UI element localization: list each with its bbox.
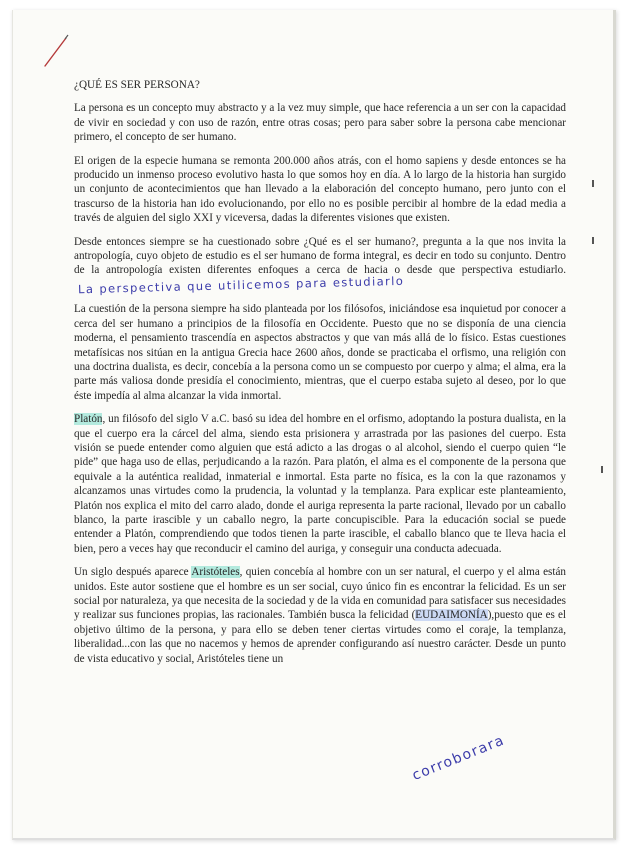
margin-tick (601, 466, 603, 473)
paragraph-6 (74, 565, 566, 666)
margin-tick (592, 237, 594, 244)
red-pen-stroke (43, 32, 69, 68)
paragraph-3-text: Desde entonces siempre se ha cuestionado sobre ¿Qué es el ser humano?, pregunta a la que nos invita la antropología, cuyo objeto de estudio es el ser humano de forma integral, es decir en todo su conjunto. Dentro de la antropología existen diferentes enfoques a cerca de hacia o desde que perspectiva estudiarlo. (74, 235, 566, 277)
paragraph-2: El origen de la especie humana se remonta 200.000 años atrás, con el homo sapiens y desde entonces se ha producido un inmenso proceso evolutivo hasta lo que somos hoy en día. A lo largo de la historia han surgido un conjunto de acontecimientos que han llevado a la elaboración del concepto humano, pero junto con el trascurso de la historia han ido evolucionando, por ello no es posible percibir al hombre de la edad media a través de alguien del siglo XXI y viceversa, dadas la diferentes visiones que existen. (74, 154, 566, 225)
highlighted-name-aristoteles: Aristóteles (191, 566, 240, 579)
paragraph-5 (74, 412, 566, 556)
document-body (74, 78, 566, 675)
paragraph-4: La cuestión de la persona siempre ha sido planteada por los filósofos, iniciándose esa inquietud por conocer a cerca del ser humano a principios de la filosofía en Occidente. Puesto que no se disponía de una ciencia moderna, el pensamiento trascendía en aspectos abstractos y que van más allá de lo físico. Estas cuestiones metafísicas nos sitúan en la antigua Grecia hace 2600 años, donde se practicaba el orfismo, una religión con una doctrina dualista, es decir, concebía a la persona como un se compuesto por cuerpo y alma; el alma, era la parte más valiosa donde presidía el conocimiento, mientras, que el cuerpo estaba sujeto al deseo, por lo que éste impedía al alma alcanzar la vida inmortal. (74, 303, 566, 402)
paragraph-6-intro: Un siglo después aparece (74, 566, 192, 579)
handwritten-inline-note: La perspectiva que utilicemos para estudiarlo (77, 273, 405, 297)
handwritten-margin-note: corroborara (410, 732, 508, 784)
paragraph-3 (74, 235, 566, 297)
margin-tick (592, 180, 594, 187)
document-page (12, 10, 616, 840)
highlighted-name-platon: Platón (74, 413, 103, 426)
highlighted-term-eudaimonia: EUDAIMONÍA (415, 609, 488, 622)
paragraph-5-text: , un filósofo del siglo V a.C. basó su idea del hombre en el orfismo, adoptando la postura dualista, en la que el cuerpo era la cárcel del alma, siendo esta prisionera y arrastrada por las pasiones del cuerpo. Esta visión se puede entender como alguien que está adicto a las drogas o al alcohol, siendo el cuerpo quien “le pide” que haga uso de ellas, perjudicando a la razón. Para platón, el alma es el componente de la persona que equivale a la auténtica realidad, inmaterial e inmortal. Esta parte no física, es la con la que razonamos y alcanzamos unas virtudes como la prudencia, la voluntad y la templanza. Para explicar este planteamiento, Platón nos explica el mito del carro alado, donde el auriga representa la parte racional, llevado por un caballo blanco, la parte irascible y un caballo negro, la parte concupiscible. Para la educación social se puede entender a Platón, comprendiendo que todos tienen la parte irascible, el caballo blanco que te lleva hacia el bien, pero a veces hay que reconducir el camino del auriga, y conseguir una conducta adecuada. (74, 413, 566, 555)
paragraph-1: La persona es un concepto muy abstracto y a la vez muy simple, que hace referencia a un ser con la capacidad de vivir en sociedad y con uso de razón, entre otras cosas; pero para saber sobre la persona cabe mencionar primero, el concepto de ser humano. (74, 102, 566, 144)
paragraph-6-middle: , quien concebía al hombre con un ser natural, el cuerpo y el alma están unidos. Este autor sostiene que el hombre es un ser social, cuyo único fin es encontrar la felicidad. Es un ser social por naturaleza, ya que necesita de la sociedad y de la vida en comunidad para satisfacer sus necesidades y realizar sus funciones propias, las racionales. También busca la felicidad ( (74, 566, 566, 622)
document-title: ¿QUÉ ES SER PERSONA? (74, 79, 200, 91)
paragraph-6-end: ),puesto que es el objetivo último de la persona, y para ello se deben tener ciertas virtudes como el coraje, la templanza, liberalidad...con las que no nacemos y hemos de aprender configurando así nuestro carácter. Desde un punto de vista educativo y social, Aristóteles tiene un (74, 609, 567, 665)
